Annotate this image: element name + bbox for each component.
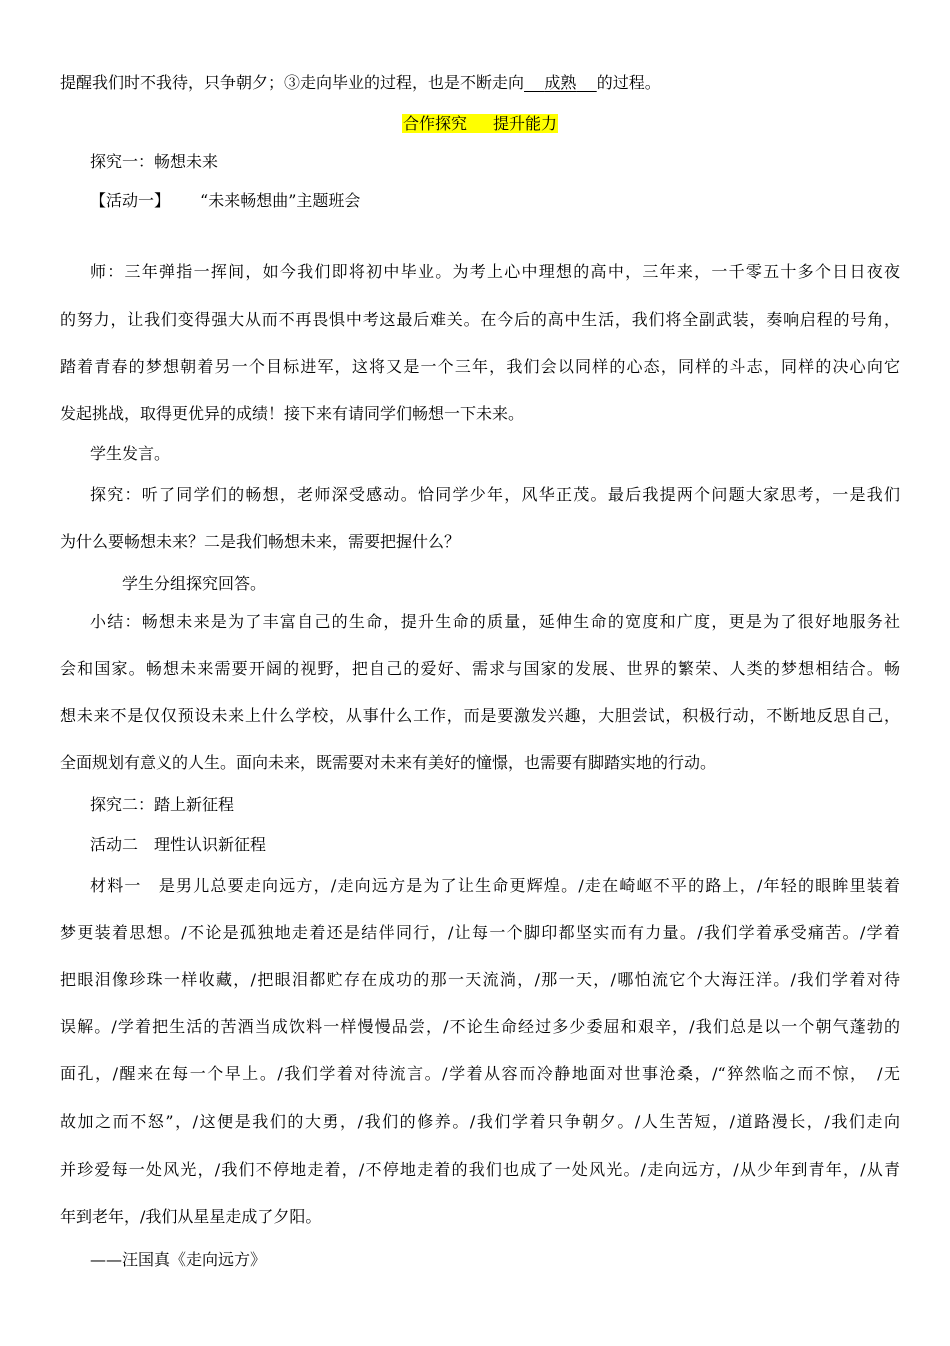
material-line: 并珍爱每一处风光，/我们不停地走着，/不停地走着的我们也成了一处风光。/走向远方，/从少年到青年，/从青 [60,1160,900,1179]
explore-question-line: 探究：听了同学们的畅想，老师深受感动。恰同学少年，风华正茂。最后我提两个问题大家思考，一是我们 [90,485,900,504]
summary-line: 会和国家。畅想未来需要开阔的视野，把自己的爱好、需求与国家的发展、世界的繁荣、人类的梦想相结合。畅 [60,659,900,678]
intro-text: 提醒我们时不我待，只争朝夕；③走向毕业的过程，也是不断走向 [60,73,525,92]
activity2-prefix: 活动二 [90,835,139,854]
teacher-paragraph-line: 师：三年弹指一挥间，如今我们即将初中毕业。为考上心中理想的高中，三年来，一千零五十多个日日夜夜 [90,262,900,281]
material-line: 面孔，/醒来在每一个早上。/我们学着对待流言。/学着从容而冷静地面对世事沧桑，/“猝然临之而不惊， /无 [60,1064,900,1083]
teacher-paragraph-line: 的努力，让我们变得强大从而不再畏惧中考这最后难关。在今后的高中生活，我们将全副武装，奏响启程的号角， [60,310,900,329]
activity1-title [90,191,900,211]
answer-blank [524,73,597,92]
explore2-title: 探究二：踏上新征程 [90,795,235,814]
teacher-paragraph-line: 踏着青春的梦想朝着另一个目标进军，这将又是一个三年，我们会以同样的心态，同样的斗志，同样的决心向它 [60,357,900,376]
summary-line: 小结：畅想未来是为了丰富自己的生命，提升生命的质量，延伸生命的宽度和广度，更是为了很好地服务社 [90,612,900,631]
activity1-text: “未来畅想曲”主题班会 [200,191,361,210]
teacher-paragraph-line: 发起挑战，取得更优异的成绩！接下来有请同学们畅想一下未来。 [60,404,525,423]
answer-text: 成熟 [544,73,577,92]
intro-text-end: 的过程。 [596,73,661,92]
intro-line [60,73,900,93]
activity1-prefix: 【活动一】 [90,191,171,210]
material-source: ——汪国真《走向远方》 [90,1250,267,1269]
activity2-text: 理性认识新征程 [154,835,267,854]
explore1-title: 探究一：畅想未来 [90,152,219,171]
student-speak: 学生发言。 [90,444,171,463]
material-line: 材料一 是男儿总要走向远方，/走向远方是为了让生命更辉煌。/走在崎岖不平的路上，/年轻的眼眸里装着 [90,876,900,895]
group-answer: 学生分组探究回答。 [122,574,267,593]
section-heading-highlight: 合作探究 提升能力 [402,114,558,133]
section-heading [60,114,900,134]
material-line: 把眼泪像珍珠一样收藏，/把眼泪都贮存在成功的那一天流淌，/那一天，/哪怕流它个大海汪洋。/我们学着对待 [60,970,900,989]
activity2-title [90,835,900,855]
material-line: 误解。/学着把生活的苦酒当成饮料一样慢慢品尝，/不论生命经过多少委屈和艰辛，/我们总是以一个朝气蓬勃的 [60,1017,900,1036]
material-line: 故加之而不怒”，/这便是我们的大勇，/我们的修养。/我们学着只争朝夕。/人生苦短，/道路漫长，/我们走向 [60,1112,900,1131]
summary-line: 想未来不是仅仅预设未来上什么学校，从事什么工作，而是要激发兴趣，大胆尝试，积极行动，不断地反思自己， [60,706,900,725]
material-line: 年到老年，/我们从星星走成了夕阳。 [60,1207,322,1226]
explore-question-line: 为什么要畅想未来？二是我们畅想未来，需要把握什么？ [60,532,461,551]
summary-line: 全面规划有意义的人生。面向未来，既需要对未来有美好的憧憬，也需要有脚踏实地的行动。 [60,753,717,772]
material-line: 梦更装着思想。/不论是孤独地走着还是结伴同行，/让每一个脚印都坚实而有力量。/我们学着承受痛苦。/学着 [60,923,900,942]
